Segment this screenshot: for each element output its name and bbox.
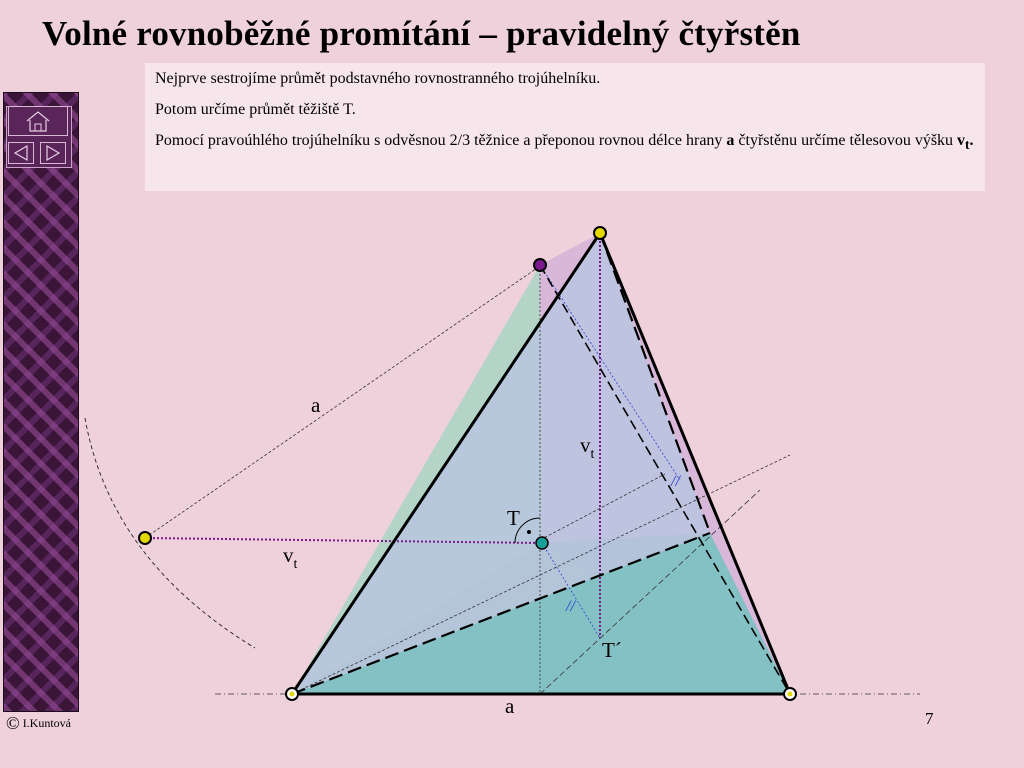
label-vt-right-sub: t [590, 447, 595, 462]
slide-title: Volné rovnoběžné promítání – pravidelný čtyřstěn [42, 14, 801, 53]
construction-arc [85, 418, 255, 648]
line3-text-2: čtyřstěnu určíme tělesovou výšku [734, 132, 958, 149]
parallel-mark-2: // [671, 473, 680, 490]
vertex-marker-b-center [788, 692, 793, 697]
label-a-upper: a [311, 393, 321, 417]
label-vt-left-sub: t [293, 557, 298, 572]
label-T: T [507, 506, 520, 530]
copyright-footer [6, 713, 71, 734]
label-vt-right-v: v [580, 433, 591, 457]
line3-text: Pomocí pravoúhlého trojúhelníku s odvěsnou 2/3 těžnice a přeponou rovnou délce hrany [155, 132, 727, 149]
line3-v: v [957, 132, 966, 149]
explanation-line-1: Nejprve sestrojíme průmět podstavného rovnostranného trojúhelníku. [155, 70, 601, 87]
line3-sub: t [965, 137, 970, 153]
label-a-bottom: a [505, 694, 515, 718]
apex-marker [594, 227, 606, 239]
right-angle-dot [527, 530, 531, 534]
copyright-symbol: © [6, 713, 20, 733]
page-number: 7 [925, 709, 934, 728]
label-vt-left [283, 543, 298, 572]
back-vertex-marker [534, 259, 546, 271]
parallel-mark-1: // [566, 598, 575, 615]
explanation-line-2: Potom určíme průmět těžiště T. [155, 101, 356, 118]
arc-point-marker [139, 532, 151, 544]
centroid-marker [536, 537, 548, 549]
label-T-prime: T´ [602, 638, 622, 662]
label-vt-left-v: v [283, 543, 294, 567]
vertex-marker-a-center [290, 692, 295, 697]
author-name: I.Kuntová [22, 716, 72, 730]
line3-end: . [969, 132, 974, 149]
line3-bold-a: a [726, 132, 735, 149]
